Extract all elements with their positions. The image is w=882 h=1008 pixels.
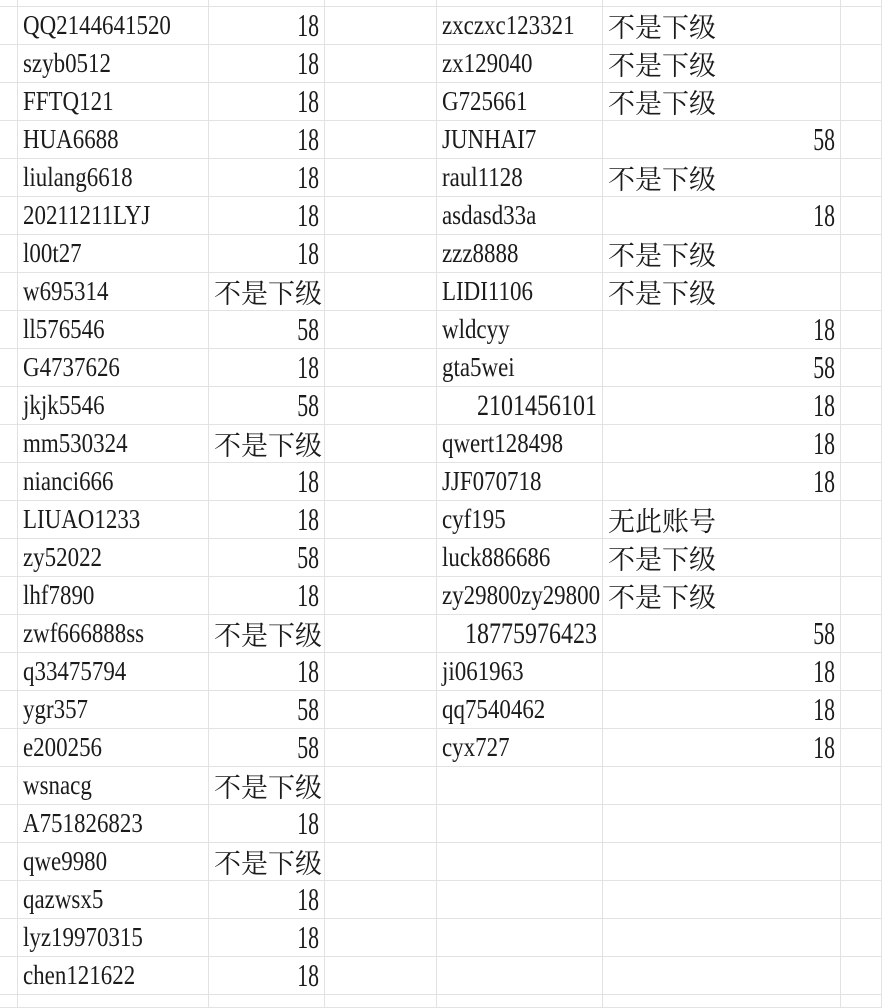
amount-text: 18 bbox=[297, 83, 319, 119]
empty-cell[interactable] bbox=[0, 767, 18, 805]
amount-cell-right[interactable] bbox=[603, 197, 841, 235]
empty-cell[interactable] bbox=[325, 805, 437, 843]
status-cell-left[interactable] bbox=[209, 615, 325, 653]
empty-cell[interactable] bbox=[841, 349, 882, 387]
amount-cell-left[interactable] bbox=[209, 121, 325, 159]
account-text: q33475794 bbox=[23, 656, 127, 686]
account-cell-right[interactable] bbox=[437, 311, 603, 349]
empty-cell[interactable] bbox=[437, 995, 603, 1008]
account-text: gta5wei bbox=[442, 352, 515, 382]
empty-cell[interactable] bbox=[841, 387, 882, 425]
empty-cell[interactable] bbox=[325, 7, 437, 45]
empty-cell[interactable] bbox=[603, 919, 841, 957]
amount-cell-left[interactable] bbox=[209, 387, 325, 425]
empty-cell[interactable] bbox=[841, 311, 882, 349]
empty-cell[interactable] bbox=[325, 919, 437, 957]
empty-cell[interactable] bbox=[0, 843, 18, 881]
empty-cell[interactable] bbox=[841, 539, 882, 577]
account-text: wldcyy bbox=[442, 314, 510, 344]
status-cell-right[interactable] bbox=[603, 45, 841, 83]
amount-text: 18 bbox=[297, 501, 319, 537]
account-text: G4737626 bbox=[23, 352, 120, 382]
amount-text: 18 bbox=[813, 387, 835, 423]
account-text: l00t27 bbox=[23, 238, 82, 268]
amount-cell-right[interactable] bbox=[603, 691, 841, 729]
amount-cell-left[interactable] bbox=[209, 349, 325, 387]
empty-cell[interactable] bbox=[0, 83, 18, 121]
account-text: zx129040 bbox=[442, 48, 533, 78]
amount-text: 18 bbox=[813, 311, 835, 347]
amount-text: 58 bbox=[813, 615, 835, 651]
account-text: raul1128 bbox=[442, 162, 523, 192]
account-text: zxczxc123321 bbox=[442, 10, 575, 40]
amount-cell-left[interactable] bbox=[209, 539, 325, 577]
account-text: w695314 bbox=[23, 276, 109, 306]
account-cell-right[interactable] bbox=[437, 349, 603, 387]
amount-cell-left[interactable] bbox=[209, 463, 325, 501]
amount-text: 18 bbox=[813, 463, 835, 499]
status-cell-left[interactable] bbox=[209, 273, 325, 311]
amount-text: 18 bbox=[297, 805, 319, 841]
amount-text: 18 bbox=[297, 919, 319, 955]
empty-cell[interactable] bbox=[841, 501, 882, 539]
account-cell-right[interactable] bbox=[437, 45, 603, 83]
amount-text: 18 bbox=[297, 881, 319, 917]
empty-cell[interactable] bbox=[18, 995, 209, 1008]
account-text: FFTQ121 bbox=[23, 86, 114, 116]
amount-cell-right[interactable] bbox=[603, 311, 841, 349]
amount-text: 58 bbox=[297, 539, 319, 575]
amount-text: 18 bbox=[813, 197, 835, 233]
empty-cell[interactable] bbox=[325, 311, 437, 349]
empty-cell[interactable] bbox=[325, 881, 437, 919]
empty-cell[interactable] bbox=[325, 0, 437, 7]
account-text: liulang6618 bbox=[23, 162, 133, 192]
status-text: 不是下级 bbox=[608, 13, 716, 43]
amount-text: 18 bbox=[813, 729, 835, 765]
empty-cell[interactable] bbox=[325, 577, 437, 615]
empty-cell[interactable] bbox=[437, 805, 603, 843]
account-text: qq7540462 bbox=[442, 694, 546, 724]
account-text: A751826823 bbox=[23, 808, 143, 838]
empty-cell[interactable] bbox=[325, 539, 437, 577]
empty-cell[interactable] bbox=[603, 995, 841, 1008]
status-cell-right[interactable] bbox=[603, 273, 841, 311]
empty-cell[interactable] bbox=[841, 235, 882, 273]
account-cell-left[interactable] bbox=[18, 197, 209, 235]
account-text: HUA6688 bbox=[23, 124, 119, 154]
account-cell-left[interactable] bbox=[18, 691, 209, 729]
account-cell-right[interactable] bbox=[437, 577, 603, 615]
account-text: 20211211LYJ bbox=[23, 200, 151, 230]
empty-cell[interactable] bbox=[0, 425, 18, 463]
empty-cell[interactable] bbox=[841, 805, 882, 843]
status-text: 无此账号 bbox=[608, 507, 716, 537]
status-text: 不是下级 bbox=[214, 431, 322, 461]
account-cell-right[interactable] bbox=[437, 235, 603, 273]
empty-cell[interactable] bbox=[841, 881, 882, 919]
empty-cell[interactable] bbox=[325, 197, 437, 235]
account-text: 18775976423 bbox=[465, 616, 597, 650]
account-cell-left[interactable] bbox=[18, 577, 209, 615]
empty-cell[interactable] bbox=[437, 843, 603, 881]
empty-cell[interactable] bbox=[603, 881, 841, 919]
empty-cell[interactable] bbox=[603, 957, 841, 995]
account-cell-right[interactable] bbox=[437, 463, 603, 501]
account-cell-left[interactable] bbox=[18, 653, 209, 691]
amount-text: 18 bbox=[813, 691, 835, 727]
account-cell-left[interactable] bbox=[18, 387, 209, 425]
status-cell-right[interactable] bbox=[603, 501, 841, 539]
empty-cell[interactable] bbox=[437, 919, 603, 957]
account-cell-left[interactable] bbox=[18, 425, 209, 463]
empty-cell[interactable] bbox=[325, 843, 437, 881]
empty-cell[interactable] bbox=[841, 0, 882, 7]
empty-cell[interactable] bbox=[0, 121, 18, 159]
status-cell-left[interactable] bbox=[209, 843, 325, 881]
empty-cell[interactable] bbox=[325, 159, 437, 197]
empty-cell[interactable] bbox=[841, 577, 882, 615]
status-text: 不是下级 bbox=[214, 279, 322, 309]
amount-text: 18 bbox=[297, 577, 319, 613]
account-cell-right[interactable] bbox=[437, 7, 603, 45]
status-text: 不是下级 bbox=[608, 89, 716, 119]
amount-cell-left[interactable] bbox=[209, 83, 325, 121]
empty-cell[interactable] bbox=[603, 0, 841, 7]
amount-text: 58 bbox=[297, 311, 319, 347]
account-text: 2101456101 bbox=[477, 388, 597, 422]
amount-text: 58 bbox=[297, 387, 319, 423]
empty-cell[interactable] bbox=[325, 387, 437, 425]
amount-cell-left[interactable] bbox=[209, 691, 325, 729]
account-text: zwf666888ss bbox=[23, 618, 145, 648]
empty-cell[interactable] bbox=[841, 83, 882, 121]
account-text: cyx727 bbox=[442, 732, 510, 762]
empty-cell[interactable] bbox=[0, 653, 18, 691]
account-text: qwe9980 bbox=[23, 846, 108, 876]
empty-cell[interactable] bbox=[437, 767, 603, 805]
empty-cell[interactable] bbox=[325, 463, 437, 501]
amount-cell-left[interactable] bbox=[209, 159, 325, 197]
account-cell-left[interactable] bbox=[18, 121, 209, 159]
status-text: 不是下级 bbox=[608, 279, 716, 309]
empty-cell[interactable] bbox=[841, 995, 882, 1008]
account-cell-left[interactable] bbox=[18, 843, 209, 881]
status-text: 不是下级 bbox=[608, 583, 716, 613]
empty-cell[interactable] bbox=[325, 425, 437, 463]
empty-cell[interactable] bbox=[0, 45, 18, 83]
account-text: qwert128498 bbox=[442, 428, 564, 458]
account-text: jkjk5546 bbox=[23, 390, 105, 420]
empty-cell[interactable] bbox=[325, 235, 437, 273]
account-cell-right[interactable] bbox=[437, 83, 603, 121]
empty-cell[interactable] bbox=[603, 767, 841, 805]
amount-cell-left[interactable] bbox=[209, 45, 325, 83]
account-cell-left[interactable] bbox=[18, 805, 209, 843]
status-text: 不是下级 bbox=[608, 51, 716, 81]
empty-cell[interactable] bbox=[841, 653, 882, 691]
amount-text: 58 bbox=[813, 121, 835, 157]
empty-cell[interactable] bbox=[603, 805, 841, 843]
empty-cell[interactable] bbox=[0, 577, 18, 615]
account-text: qazwsx5 bbox=[23, 884, 104, 914]
account-cell-right[interactable] bbox=[437, 615, 603, 653]
status-text: 不是下级 bbox=[608, 545, 716, 575]
account-cell-right[interactable] bbox=[437, 425, 603, 463]
account-cell-right[interactable] bbox=[437, 121, 603, 159]
account-text: luck886686 bbox=[442, 542, 551, 572]
amount-text: 58 bbox=[813, 349, 835, 385]
empty-cell[interactable] bbox=[841, 7, 882, 45]
account-cell-left[interactable] bbox=[18, 273, 209, 311]
status-cell-right[interactable] bbox=[603, 235, 841, 273]
amount-text: 18 bbox=[297, 957, 319, 993]
account-text: mm530324 bbox=[23, 428, 128, 458]
empty-cell[interactable] bbox=[841, 159, 882, 197]
amount-cell-left[interactable] bbox=[209, 501, 325, 539]
empty-cell[interactable] bbox=[0, 273, 18, 311]
account-cell-left[interactable] bbox=[18, 349, 209, 387]
amount-cell-right[interactable] bbox=[603, 653, 841, 691]
status-cell-right[interactable] bbox=[603, 83, 841, 121]
account-text: JUNHAI7 bbox=[442, 124, 537, 154]
account-text: zy52022 bbox=[23, 542, 103, 572]
empty-cell[interactable] bbox=[325, 653, 437, 691]
empty-cell[interactable] bbox=[0, 387, 18, 425]
empty-cell[interactable] bbox=[0, 0, 18, 7]
empty-cell[interactable] bbox=[841, 463, 882, 501]
empty-cell[interactable] bbox=[0, 919, 18, 957]
account-cell-right[interactable] bbox=[437, 387, 603, 425]
amount-cell-right[interactable] bbox=[603, 729, 841, 767]
account-text: e200256 bbox=[23, 732, 103, 762]
empty-cell[interactable] bbox=[841, 615, 882, 653]
amount-cell-left[interactable] bbox=[209, 919, 325, 957]
amount-text: 18 bbox=[297, 7, 319, 43]
empty-cell[interactable] bbox=[325, 45, 437, 83]
account-text: LIDI1106 bbox=[442, 276, 533, 306]
amount-cell-left[interactable] bbox=[209, 577, 325, 615]
account-cell-right[interactable] bbox=[437, 729, 603, 767]
status-cell-right[interactable] bbox=[603, 577, 841, 615]
empty-cell[interactable] bbox=[841, 919, 882, 957]
empty-cell[interactable] bbox=[0, 463, 18, 501]
account-text: LIUAO1233 bbox=[23, 504, 141, 534]
account-text: cyf195 bbox=[442, 504, 506, 534]
empty-cell[interactable] bbox=[209, 0, 325, 7]
account-text: ll576546 bbox=[23, 314, 105, 344]
account-text: ji061963 bbox=[442, 656, 524, 686]
empty-cell[interactable] bbox=[325, 273, 437, 311]
empty-cell[interactable] bbox=[841, 425, 882, 463]
amount-cell-left[interactable] bbox=[209, 653, 325, 691]
empty-cell[interactable] bbox=[18, 0, 209, 7]
account-cell-left[interactable] bbox=[18, 615, 209, 653]
amount-text: 18 bbox=[297, 45, 319, 81]
account-cell-left[interactable] bbox=[18, 7, 209, 45]
empty-cell[interactable] bbox=[325, 691, 437, 729]
account-cell-left[interactable] bbox=[18, 463, 209, 501]
amount-cell-left[interactable] bbox=[209, 311, 325, 349]
status-cell-right[interactable] bbox=[603, 159, 841, 197]
account-cell-left[interactable] bbox=[18, 767, 209, 805]
amount-text: 18 bbox=[297, 349, 319, 385]
status-cell-right[interactable] bbox=[603, 7, 841, 45]
amount-cell-left[interactable] bbox=[209, 729, 325, 767]
empty-cell[interactable] bbox=[0, 349, 18, 387]
empty-cell[interactable] bbox=[0, 7, 18, 45]
account-text: chen121622 bbox=[23, 960, 136, 990]
empty-cell[interactable] bbox=[437, 957, 603, 995]
amount-cell-right[interactable] bbox=[603, 463, 841, 501]
amount-cell-left[interactable] bbox=[209, 881, 325, 919]
amount-text: 18 bbox=[297, 463, 319, 499]
account-cell-right[interactable] bbox=[437, 691, 603, 729]
empty-cell[interactable] bbox=[0, 311, 18, 349]
amount-cell-right[interactable] bbox=[603, 121, 841, 159]
empty-cell[interactable] bbox=[325, 995, 437, 1008]
account-cell-right[interactable] bbox=[437, 159, 603, 197]
account-cell-right[interactable] bbox=[437, 539, 603, 577]
amount-cell-left[interactable] bbox=[209, 957, 325, 995]
amount-text: 18 bbox=[813, 425, 835, 461]
account-text: zzz8888 bbox=[442, 238, 519, 268]
empty-cell[interactable] bbox=[325, 767, 437, 805]
account-cell-left[interactable] bbox=[18, 311, 209, 349]
amount-text: 18 bbox=[297, 653, 319, 689]
account-text: G725661 bbox=[442, 86, 528, 116]
empty-cell[interactable] bbox=[0, 881, 18, 919]
empty-cell[interactable] bbox=[325, 121, 437, 159]
account-text: asdasd33a bbox=[442, 200, 537, 230]
account-text: QQ2144641520 bbox=[23, 10, 171, 40]
empty-cell[interactable] bbox=[0, 235, 18, 273]
account-cell-left[interactable] bbox=[18, 235, 209, 273]
amount-cell-left[interactable] bbox=[209, 197, 325, 235]
empty-cell[interactable] bbox=[325, 957, 437, 995]
empty-cell[interactable] bbox=[841, 843, 882, 881]
empty-cell[interactable] bbox=[0, 539, 18, 577]
status-cell-left[interactable] bbox=[209, 425, 325, 463]
empty-cell[interactable] bbox=[0, 197, 18, 235]
account-text: wsnacg bbox=[23, 770, 92, 800]
amount-cell-left[interactable] bbox=[209, 235, 325, 273]
amount-text: 18 bbox=[297, 121, 319, 157]
amount-cell-right[interactable] bbox=[603, 425, 841, 463]
empty-cell[interactable] bbox=[841, 45, 882, 83]
empty-cell[interactable] bbox=[841, 691, 882, 729]
account-text: nianci666 bbox=[23, 466, 114, 496]
amount-text: 18 bbox=[297, 159, 319, 195]
empty-cell[interactable] bbox=[0, 501, 18, 539]
empty-cell[interactable] bbox=[325, 349, 437, 387]
empty-cell[interactable] bbox=[0, 159, 18, 197]
account-cell-right[interactable] bbox=[437, 501, 603, 539]
amount-cell-right[interactable] bbox=[603, 387, 841, 425]
amount-text: 58 bbox=[297, 691, 319, 727]
amount-text: 58 bbox=[297, 729, 319, 765]
account-cell-left[interactable] bbox=[18, 501, 209, 539]
account-text: ygr357 bbox=[23, 694, 89, 724]
status-text: 不是下级 bbox=[214, 621, 322, 651]
account-cell-right[interactable] bbox=[437, 197, 603, 235]
empty-cell[interactable] bbox=[603, 843, 841, 881]
account-cell-right[interactable] bbox=[437, 653, 603, 691]
account-cell-left[interactable] bbox=[18, 159, 209, 197]
amount-text: 18 bbox=[813, 653, 835, 689]
account-cell-left[interactable] bbox=[18, 45, 209, 83]
amount-text: 18 bbox=[297, 197, 319, 233]
account-cell-left[interactable] bbox=[18, 539, 209, 577]
amount-text: 18 bbox=[297, 235, 319, 271]
empty-cell[interactable] bbox=[0, 805, 18, 843]
account-cell-left[interactable] bbox=[18, 729, 209, 767]
empty-cell[interactable] bbox=[841, 957, 882, 995]
status-cell-right[interactable] bbox=[603, 539, 841, 577]
empty-cell[interactable] bbox=[325, 615, 437, 653]
empty-cell[interactable] bbox=[0, 995, 18, 1008]
amount-cell-right[interactable] bbox=[603, 349, 841, 387]
empty-cell[interactable] bbox=[841, 273, 882, 311]
status-text: 不是下级 bbox=[608, 241, 716, 271]
empty-cell[interactable] bbox=[325, 729, 437, 767]
account-text: zy29800zy29800 bbox=[442, 580, 601, 610]
empty-cell[interactable] bbox=[841, 197, 882, 235]
empty-cell[interactable] bbox=[0, 615, 18, 653]
empty-cell[interactable] bbox=[0, 957, 18, 995]
account-text: lhf7890 bbox=[23, 580, 95, 610]
account-cell-left[interactable] bbox=[18, 957, 209, 995]
account-text: lyz19970315 bbox=[23, 922, 143, 952]
empty-cell[interactable] bbox=[0, 691, 18, 729]
empty-cell[interactable] bbox=[841, 729, 882, 767]
empty-cell[interactable] bbox=[841, 121, 882, 159]
account-cell-left[interactable] bbox=[18, 919, 209, 957]
status-text: 不是下级 bbox=[608, 165, 716, 195]
account-text: szyb0512 bbox=[23, 48, 111, 78]
status-text: 不是下级 bbox=[214, 773, 322, 803]
empty-cell[interactable] bbox=[0, 729, 18, 767]
account-cell-left[interactable] bbox=[18, 83, 209, 121]
status-cell-left[interactable] bbox=[209, 767, 325, 805]
account-cell-left[interactable] bbox=[18, 881, 209, 919]
empty-cell[interactable] bbox=[841, 767, 882, 805]
empty-cell[interactable] bbox=[325, 83, 437, 121]
status-text: 不是下级 bbox=[214, 849, 322, 879]
amount-cell-left[interactable] bbox=[209, 7, 325, 45]
empty-cell[interactable] bbox=[437, 0, 603, 7]
empty-cell[interactable] bbox=[209, 995, 325, 1008]
account-cell-right[interactable] bbox=[437, 273, 603, 311]
empty-cell[interactable] bbox=[325, 501, 437, 539]
account-text: JJF070718 bbox=[442, 466, 542, 496]
empty-cell[interactable] bbox=[437, 881, 603, 919]
amount-cell-right[interactable] bbox=[603, 615, 841, 653]
amount-cell-left[interactable] bbox=[209, 805, 325, 843]
